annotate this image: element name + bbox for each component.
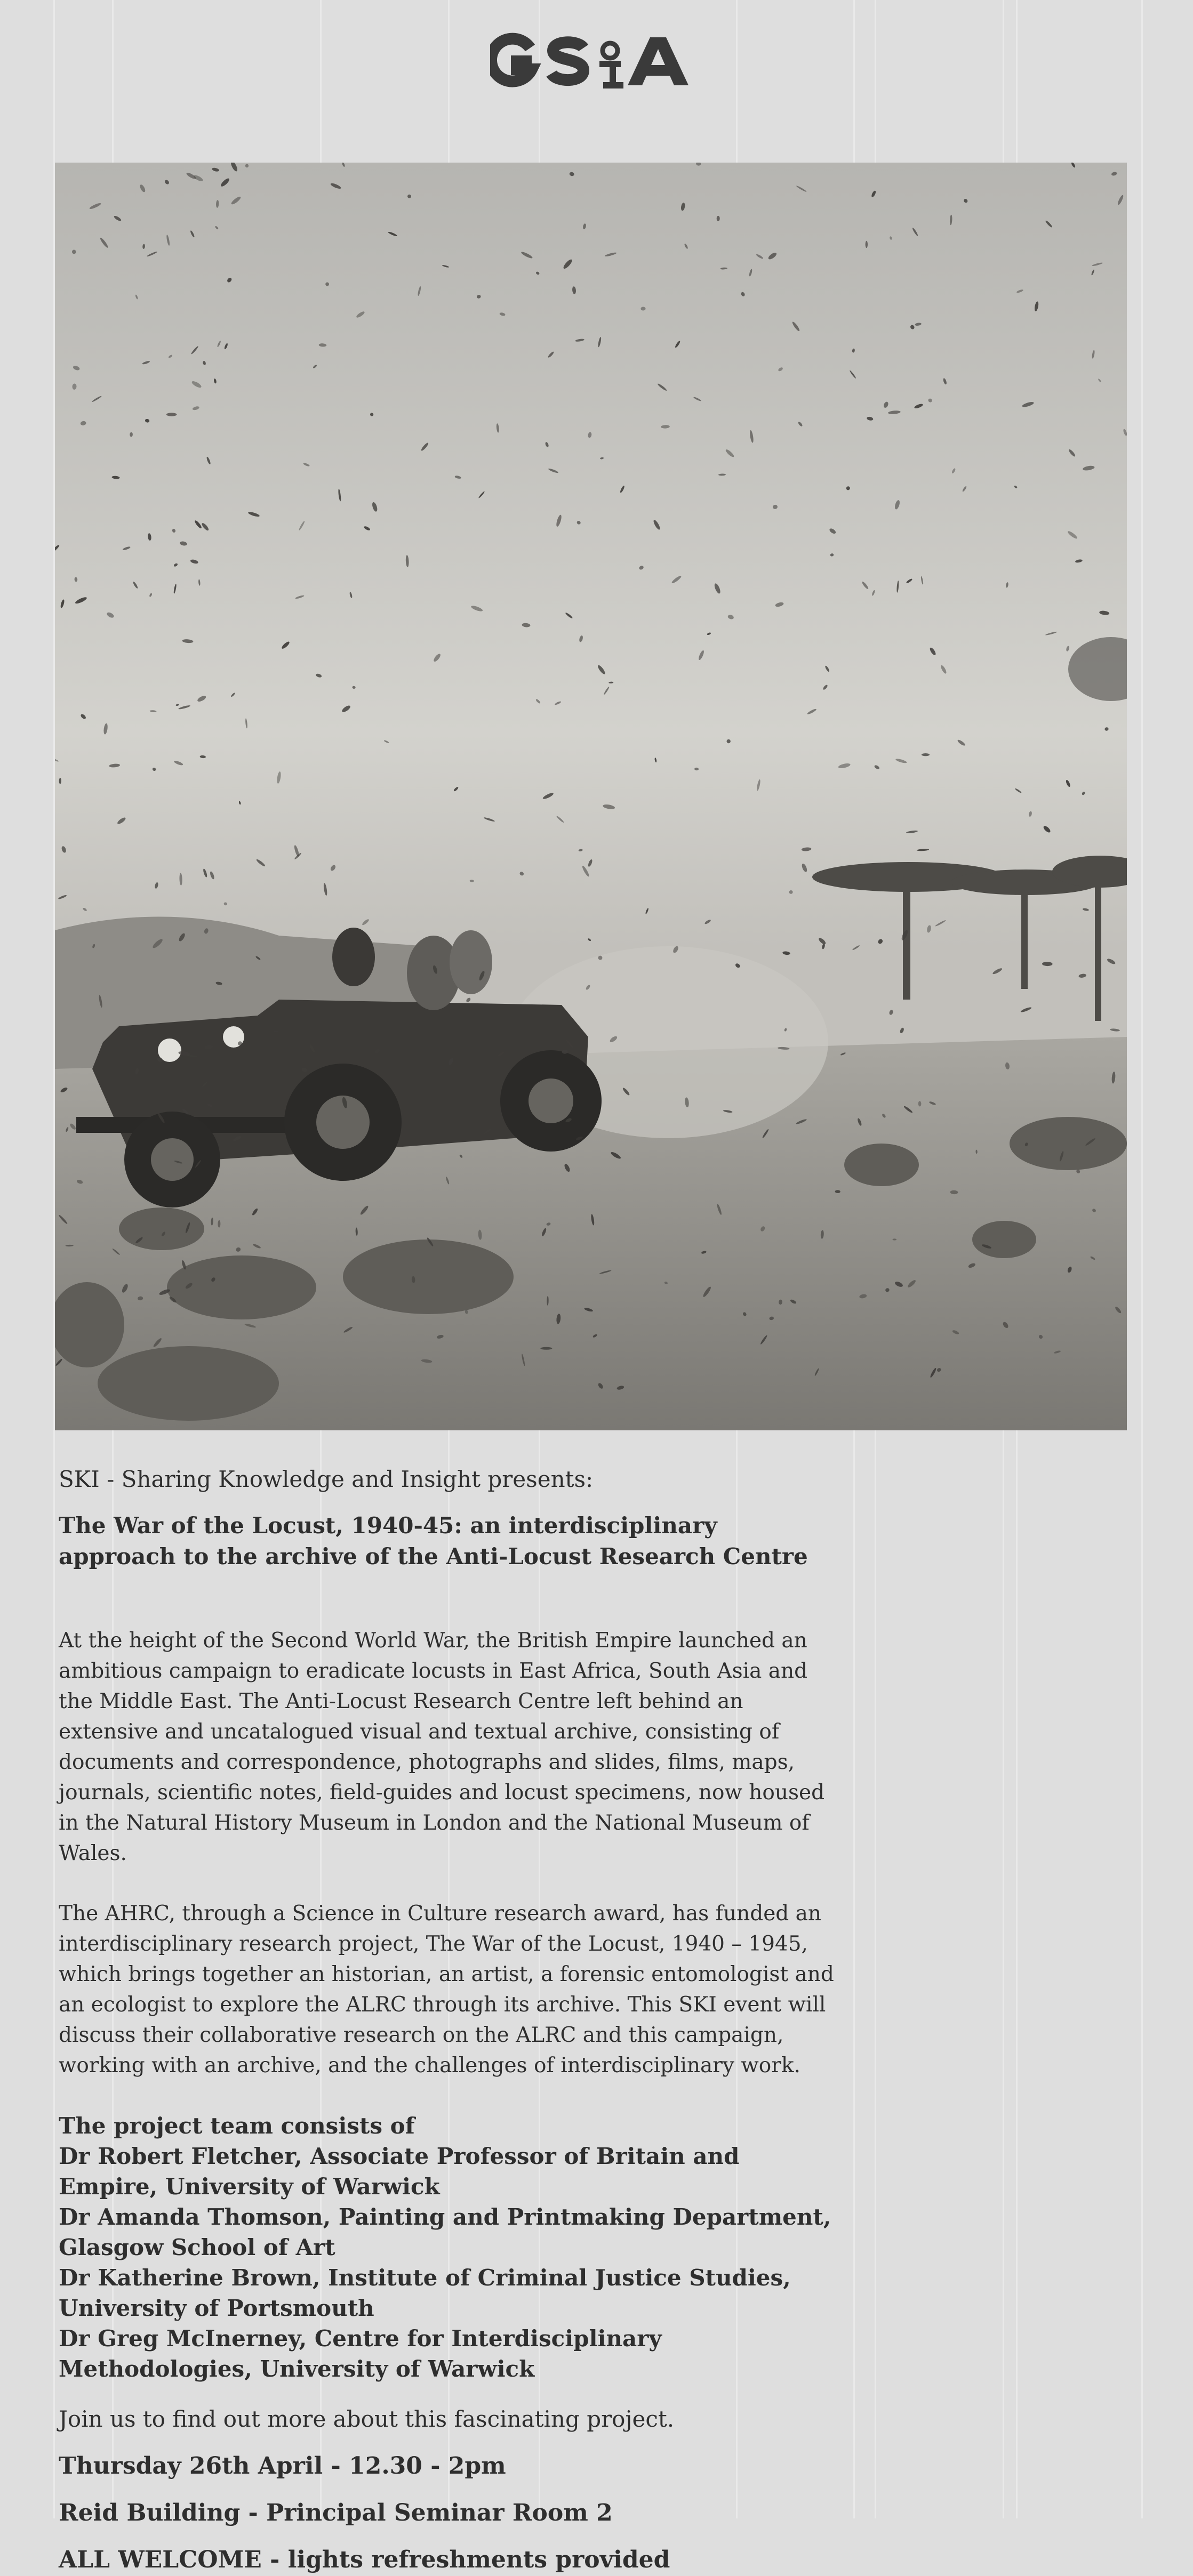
intro-line: SKI - Sharing Knowledge and Insight presents: <box>59 1466 594 1492</box>
locust-speck <box>640 307 645 311</box>
locust-speck <box>893 1238 897 1240</box>
team-member: Dr Amanda Thomson, Painting and Printmaking Department, Glasgow School of Art <box>59 2204 831 2260</box>
logo-text: GSoA <box>490 32 492 33</box>
event-location: Reid Building - Principal Seminar Room 2 <box>59 2499 613 2526</box>
event-datetime: Thursday 26th April - 12.30 - 2pm <box>59 2452 506 2480</box>
locust-speck <box>866 241 868 248</box>
description-paragraph: The AHRC, through a Science in Culture research award, has funded an interdisciplinary research project, The War of the Locust, 1940 – 1945, which brings together an historian, an artist, a forensic entomologist and an ecologist to explore the ALRC through its archive. This SKI event will discuss their collaborative research on the ALRC and this campaign, working with an archive, and the challenges of interdisciplinary work. <box>59 1902 834 2078</box>
locust-speck <box>540 1347 552 1350</box>
locust-speck <box>922 753 930 756</box>
join-invitation: Join us to find out more about this fascinating project. <box>59 2406 675 2432</box>
event-title: The War of the Locust, 1940-45: an interdisciplinary approach to the archive of the Anti-Locust Research Centre <box>59 1512 808 1569</box>
bg-stripe <box>1141 0 1143 2518</box>
locust-speck <box>717 216 720 221</box>
team-member: Dr Greg McInerney, Centre for Interdisciplinary Methodologies, University of Warwick <box>59 2325 662 2382</box>
locust-swarm-photo <box>55 163 1127 1430</box>
article <box>59 1463 837 2576</box>
team-member: Dr Robert Fletcher, Associate Professor of Britain and Empire, University of Warwick <box>59 2143 740 2200</box>
gsoa-logo[interactable] <box>490 32 703 91</box>
event-note: ALL WELCOME - lights refreshments provided <box>59 2546 670 2573</box>
team-heading: The project team consists of <box>59 2113 415 2139</box>
hero-image <box>55 163 1127 1430</box>
locust-speck <box>166 413 177 416</box>
description-paragraph: At the height of the Second World War, the British Empire launched an ambitious campaign to eradicate locusts in East Africa, South Asia and the Middle East. The Anti-Locust Research Centre left behind an extensive and uncatalogued visual and textual archive, consisting of documents and correspondence, photographs and slides, films, maps, journals, scientific notes, field-guides and locust specimens, now housed in the Natural History Museum in London and the National Museum of Wales. <box>59 1629 825 1865</box>
team-member: Dr Katherine Brown, Institute of Criminal Justice Studies, University of Portsmouth <box>59 2265 791 2321</box>
project-team <box>59 2111 837 2384</box>
header <box>0 29 1193 93</box>
